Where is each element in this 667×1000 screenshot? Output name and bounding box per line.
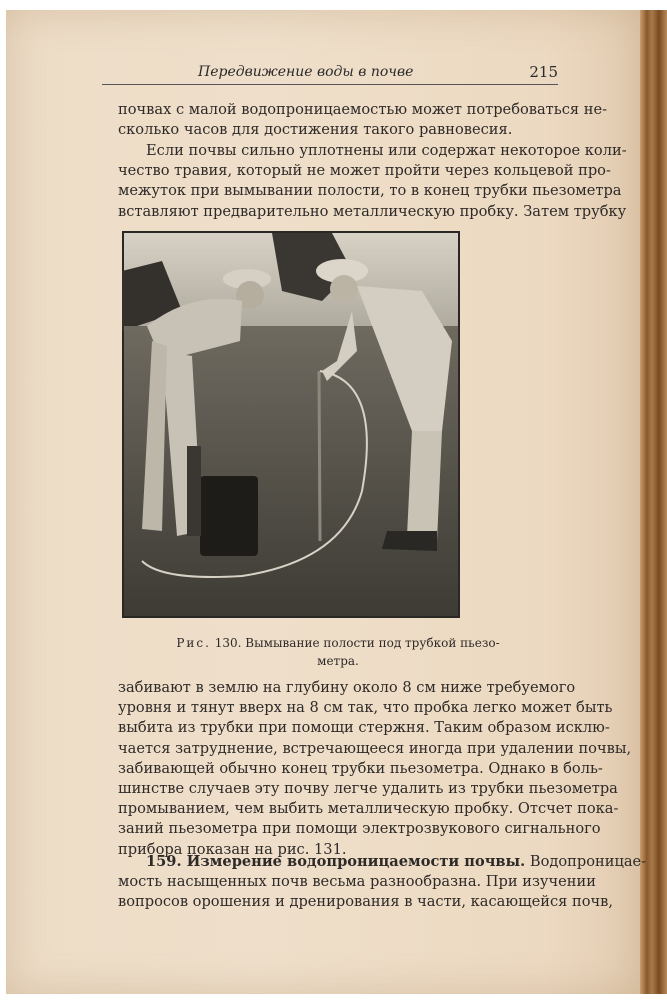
caption-prefix: Рис. — [176, 636, 211, 650]
caption-text: 130. Вымывание полости под трубкой пьезо- — [214, 636, 500, 650]
text-line: почвах с малой водопроницаемостью может потребоваться не- — [118, 101, 608, 118]
paragraph-plug — [118, 141, 627, 222]
book-spine — [640, 10, 667, 994]
paragraph-plug-continued — [118, 678, 632, 860]
caption-line — [118, 634, 558, 652]
section-first-line-rest: Водопроницае- — [529, 853, 647, 870]
text-line: выбита из трубки при помощи стержня. Таким образом исклю- — [118, 719, 610, 737]
text-line — [118, 852, 647, 872]
text-line: чается затруднение, встречающееся иногда при удалении почвы, — [118, 739, 632, 757]
section-159 — [118, 852, 647, 913]
text-line: вопросов орошения и дренирования в части, касающейся почв, — [118, 893, 614, 911]
text-line: промыванием, чем выбить металлическую пробку. Отсчет пока- — [118, 800, 619, 818]
text-line: прибора показан на рис. 131. — [118, 840, 347, 858]
caption-line: метра. — [317, 654, 359, 668]
text-line: чество травия, который не может пройти через кольцевой про- — [118, 162, 611, 180]
running-header — [102, 60, 558, 85]
text-line: заний пьезометра при помощи электрозвукового сигнального — [118, 820, 601, 838]
text-line: забивают в землю на глубину около 8 см ниже требуемого — [118, 679, 576, 696]
running-header-title: Передвижение воды в почве — [198, 64, 414, 80]
text-line: шинстве случаев эту почву легче удалить из трубки пьезометра — [118, 780, 618, 798]
text-line: забивающей обычно конец трубки пьезометра. Однако в боль- — [118, 759, 603, 777]
page-number: 215 — [529, 63, 558, 81]
text-line: сколько часов для достижения такого равновесия. — [118, 121, 513, 139]
text-line: мость насыщенных почв весьма разнообразна. При изучении — [118, 873, 596, 891]
paragraph-continuation — [118, 100, 608, 140]
figure-photo — [122, 231, 460, 618]
text-line: уровня и тянут вверх на 8 см так, что пробка легко может быть — [118, 699, 613, 717]
text-line: вставляют предварительно металлическую пробку. Затем трубку — [118, 202, 627, 220]
text-line: межуток при вымывании полости, то в конец трубки пьезометра — [118, 182, 622, 200]
section-heading: 159. Измерение водопроницаемости почвы. — [146, 853, 526, 870]
figure-caption — [118, 634, 558, 670]
text-line: Если почвы сильно уплотнены или содержат некоторое коли- — [146, 142, 627, 159]
